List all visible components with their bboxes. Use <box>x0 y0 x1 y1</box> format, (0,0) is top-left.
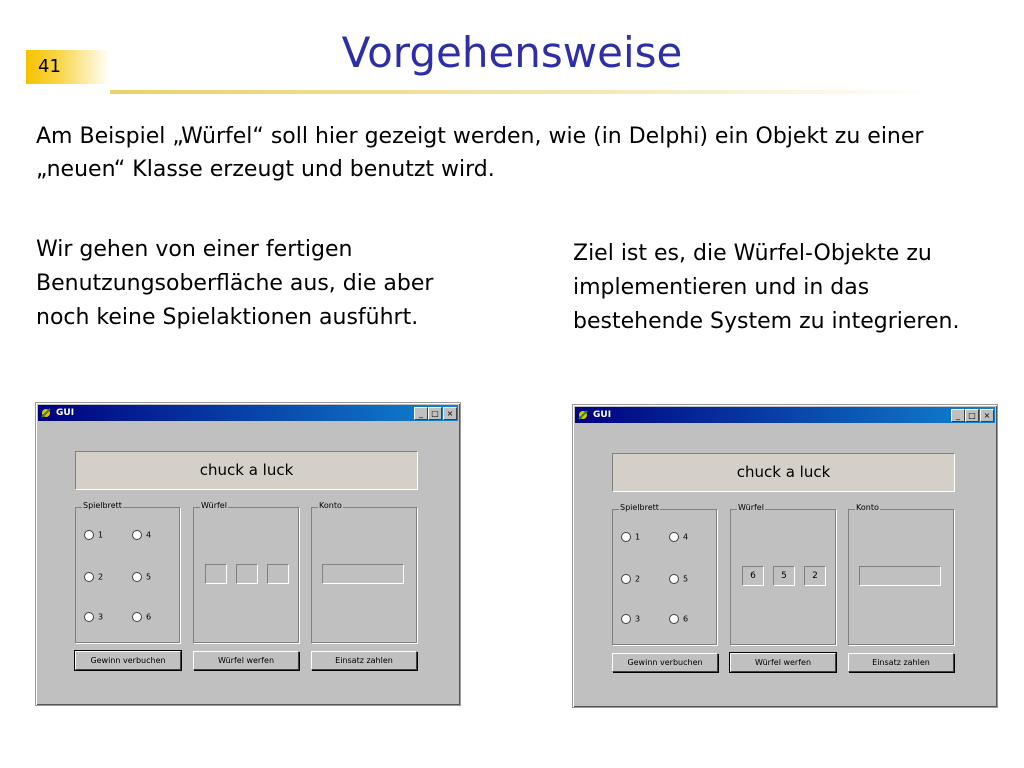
radio-1[interactable] <box>84 530 103 541</box>
radio-2[interactable] <box>621 574 640 585</box>
radio-label: 3 <box>635 614 641 624</box>
maximize-button[interactable]: □ <box>965 409 979 422</box>
slide-title: Vorgehensweise <box>341 28 683 77</box>
die-1: 6 <box>742 566 764 586</box>
radio-circle <box>132 572 142 582</box>
konto-label: Konto <box>319 501 342 510</box>
wuerfel-group <box>730 503 836 645</box>
einsatz-zahlen-button[interactable]: Einsatz zahlen <box>311 651 417 670</box>
title-underline <box>110 90 940 94</box>
radio-circle <box>669 614 679 624</box>
radio-label: 4 <box>683 532 689 542</box>
wuerfel-werfen-button[interactable]: Würfel werfen <box>193 651 299 670</box>
intro-text: Am Beispiel „Würfel“ soll hier gezeigt werden, wie (in Delphi) ein Objekt zu einer „neuen“ Klasse erzeugt und benutzt wird. <box>36 124 924 182</box>
radio-circle <box>132 612 142 622</box>
konto-group <box>848 503 954 645</box>
wuerfel-label: Würfel <box>738 503 764 512</box>
radio-circle <box>669 574 679 584</box>
die-3 <box>267 564 289 584</box>
radio-1[interactable] <box>621 532 640 543</box>
app-icon <box>577 409 589 421</box>
minimize-button[interactable]: _ <box>951 409 965 422</box>
einsatz-zahlen-button[interactable]: Einsatz zahlen <box>848 653 954 672</box>
slide-number: 41 <box>26 50 110 84</box>
konto-label: Konto <box>856 503 879 512</box>
close-button[interactable]: × <box>443 407 457 420</box>
close-button[interactable]: × <box>980 409 994 422</box>
spielbrett-group <box>612 503 717 645</box>
konto-field <box>322 564 404 584</box>
radio-circle <box>84 572 94 582</box>
radio-label: 1 <box>635 532 641 542</box>
title-bar[interactable] <box>38 405 458 421</box>
radio-label: 5 <box>683 574 689 584</box>
radio-3[interactable] <box>84 612 103 623</box>
radio-circle <box>669 532 679 542</box>
app-icon <box>40 407 52 419</box>
radio-label: 2 <box>98 572 104 582</box>
spielbrett-label: Spielbrett <box>620 503 659 512</box>
game-banner: chuck a luck <box>75 451 418 490</box>
window-title: GUI <box>593 410 612 420</box>
radio-label: 5 <box>146 572 152 582</box>
wuerfel-group <box>193 501 299 643</box>
radio-2[interactable] <box>84 572 103 583</box>
radio-6[interactable] <box>669 614 688 625</box>
window-title: GUI <box>56 408 75 418</box>
radio-6[interactable] <box>132 612 151 623</box>
wuerfel-werfen-button[interactable]: Würfel werfen <box>730 653 836 672</box>
radio-label: 3 <box>98 612 104 622</box>
die-2: 5 <box>773 566 795 586</box>
die-3: 2 <box>804 566 826 586</box>
radio-circle <box>621 532 631 542</box>
konto-group <box>311 501 417 643</box>
left-description: Wir gehen von einer fertigen Benutzungsoberfläche aus, die aber noch keine Spielaktionen ausführt. <box>36 237 434 330</box>
radio-3[interactable] <box>621 614 640 625</box>
radio-4[interactable] <box>132 530 151 541</box>
minimize-button[interactable]: _ <box>414 407 428 420</box>
konto-field <box>859 566 941 586</box>
radio-5[interactable] <box>132 572 151 583</box>
wuerfel-label: Würfel <box>201 501 227 510</box>
radio-label: 1 <box>98 530 104 540</box>
radio-label: 6 <box>146 612 152 622</box>
right-description: Ziel ist es, die Würfel-Objekte zu implementieren und in das bestehende System zu integrieren. <box>573 241 960 334</box>
gui-window-before <box>35 402 461 706</box>
gewinn-verbuchen-button[interactable]: Gewinn verbuchen <box>75 651 181 670</box>
title-bar[interactable] <box>575 407 995 423</box>
gui-window-after <box>572 404 998 708</box>
gewinn-verbuchen-button[interactable]: Gewinn verbuchen <box>612 653 718 672</box>
radio-circle <box>84 530 94 540</box>
die-1 <box>205 564 227 584</box>
radio-5[interactable] <box>669 574 688 585</box>
radio-label: 4 <box>146 530 152 540</box>
die-2 <box>236 564 258 584</box>
spielbrett-label: Spielbrett <box>83 501 122 510</box>
radio-circle <box>84 612 94 622</box>
radio-circle <box>132 530 142 540</box>
spielbrett-group <box>75 501 180 643</box>
radio-label: 2 <box>635 574 641 584</box>
radio-circle <box>621 574 631 584</box>
radio-4[interactable] <box>669 532 688 543</box>
radio-label: 6 <box>683 614 689 624</box>
radio-circle <box>621 614 631 624</box>
game-banner: chuck a luck <box>612 453 955 492</box>
maximize-button[interactable]: □ <box>428 407 442 420</box>
